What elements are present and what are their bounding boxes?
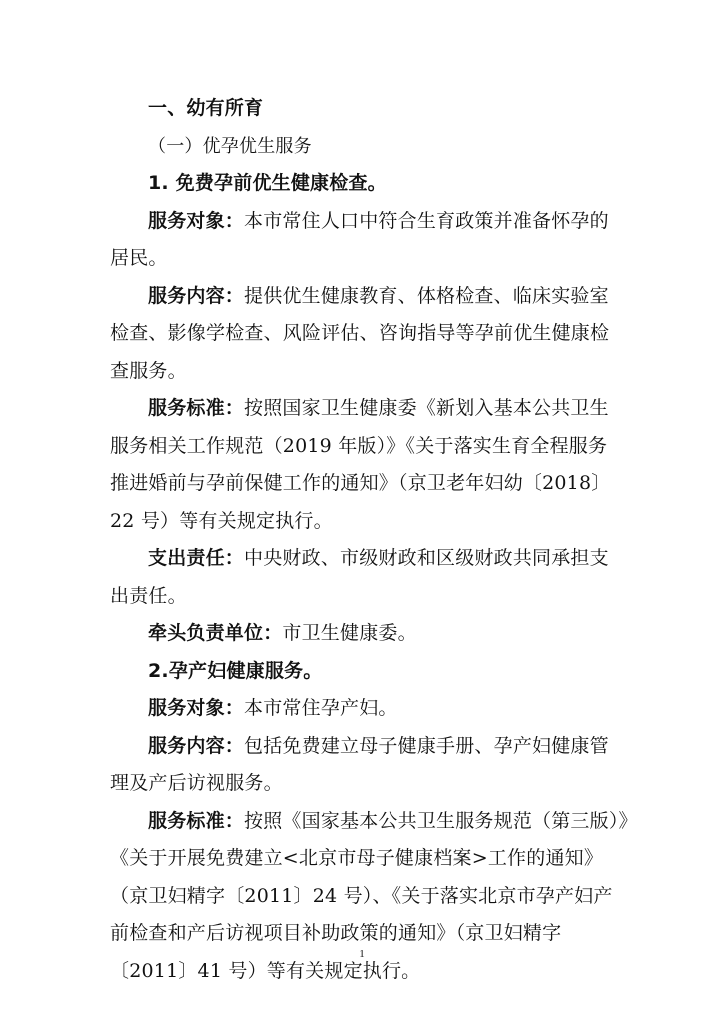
item-1-lead-label: 牵头负责单位： bbox=[148, 622, 283, 644]
item-2-standard-label: 服务标准： bbox=[148, 809, 245, 832]
item-1-target-text-cont: 居民。 bbox=[110, 247, 168, 269]
item-1-lead-paragraph bbox=[110, 615, 618, 653]
item-2-standard-text-cont: 前检查和产后访视项目补助政策的通知》（京卫妇精字 bbox=[110, 922, 562, 944]
item-1-expense-label: 支出责任： bbox=[148, 547, 245, 569]
item-2-target-text: 本市常住孕产妇。 bbox=[244, 697, 398, 719]
item-2-standard-text-cont: 《关于开展免费建立<北京市母子健康档案>工作的通知》 bbox=[110, 847, 604, 869]
item-2-content-label: 服务内容： bbox=[148, 734, 245, 757]
item-1-target-paragraph bbox=[110, 203, 618, 241]
item-1-expense-text: 中央财政、市级财政和区级财政共同承担支 bbox=[244, 547, 609, 569]
item-1-standard-text: 按照国家卫生健康委《新划入基本公共卫生 bbox=[244, 397, 609, 419]
item-1-target-text: 本市常住人口中符合生育政策并准备怀孕的 bbox=[244, 209, 609, 232]
item-2-title: 2.孕产妇健康服务。 bbox=[148, 659, 323, 682]
item-1-content-text-cont: 检查、影像学检查、风险评估、咨询指导等孕前优生健康检 bbox=[110, 322, 610, 344]
item-2-standard-text: 按照《国家基本公共卫生服务规范（第三版）》 bbox=[244, 809, 638, 832]
item-2-content-paragraph bbox=[110, 728, 618, 766]
item-2-target-label: 服务对象： bbox=[148, 697, 245, 719]
item-1-title: 1. 免费孕前优生健康检查。 bbox=[148, 172, 387, 194]
item-1-standard-paragraph bbox=[110, 390, 618, 428]
item-2-standard-paragraph bbox=[110, 803, 638, 841]
item-2-standard-text-cont: （京卫妇精字〔2011〕24 号）、《关于落实北京市孕产妇产 bbox=[110, 884, 613, 907]
document-body bbox=[110, 90, 638, 990]
item-1-expense-paragraph bbox=[110, 540, 618, 578]
item-1-content-text-cont: 查服务。 bbox=[110, 359, 187, 382]
item-1-standard-text-cont: 推进婚前与孕前保健工作的通知》（京卫老年妇幼〔2018〕 bbox=[110, 472, 611, 494]
item-1-expense-text-cont: 出责任。 bbox=[110, 584, 187, 607]
item-1-content-paragraph bbox=[110, 278, 618, 316]
item-1-standard-text-cont: 22 号）等有关规定执行。 bbox=[110, 509, 333, 532]
section-heading: 一、幼有所育 bbox=[148, 97, 264, 119]
item-1-standard-label: 服务标准： bbox=[148, 397, 245, 419]
item-1-content-text: 提供优生健康教育、体格检查、临床实验室 bbox=[244, 284, 609, 307]
item-2-standard-text-cont: 〔2011〕41 号）等有关规定执行。 bbox=[110, 959, 421, 982]
item-2-content-text: 包括免费建立母子健康手册、孕产妇健康管 bbox=[244, 734, 609, 757]
item-1-target-label: 服务对象： bbox=[148, 209, 245, 232]
subsection-heading: （一）优孕优生服务 bbox=[148, 135, 312, 157]
page-number: 1 bbox=[359, 948, 365, 960]
item-1-lead-text: 市卫生健康委。 bbox=[282, 622, 417, 644]
item-2-content-text-cont: 理及产后访视服务。 bbox=[110, 772, 283, 794]
item-1-standard-text-cont: 服务相关工作规范（2019 年版）》《关于落实生育全程服务 bbox=[110, 434, 608, 457]
item-2-target-paragraph bbox=[110, 690, 618, 728]
item-1-content-label: 服务内容： bbox=[148, 284, 245, 307]
